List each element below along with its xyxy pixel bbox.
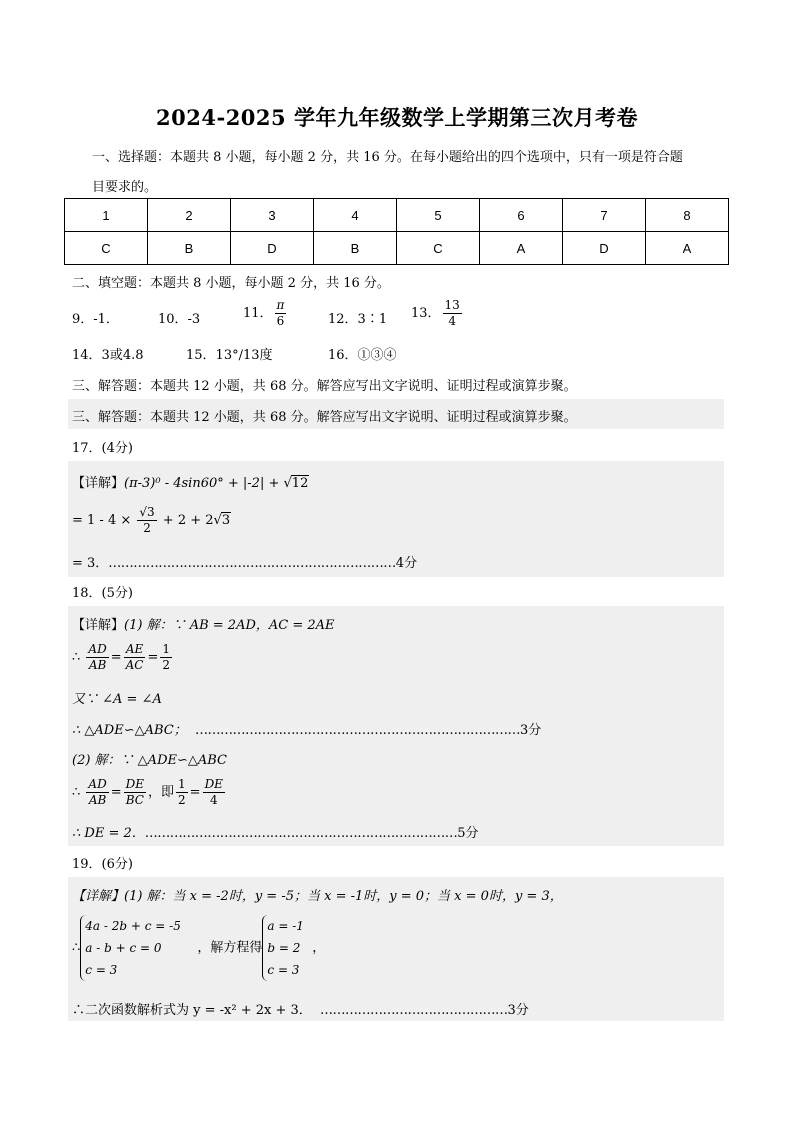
sqrt-sign: √	[283, 476, 292, 491]
numerator: √3	[139, 505, 155, 519]
q17-label: 17．(4分)	[72, 441, 133, 456]
section1-heading-cont: 目要求的。	[92, 180, 158, 195]
section3-heading: 三、解答题：本题共 12 小题，共 68 分。解答应写出文字说明、证明过程或演算步聚。	[72, 379, 577, 394]
table-cell: 1	[65, 199, 148, 232]
answer-table	[64, 198, 729, 265]
numerator: AD	[88, 642, 107, 656]
denominator: 2	[162, 658, 171, 672]
equation: a - b + c = 0	[85, 941, 162, 955]
q18-label: 18．(5分)	[72, 586, 133, 601]
detail-label: 【详解】	[72, 618, 125, 633]
q17-expression	[72, 472, 309, 491]
answer-q15: 15．13°/13度	[186, 348, 273, 363]
page-title: 2024-2025 学年九年级数学上学期第三次月考卷	[156, 105, 638, 130]
leader-dots: ……………………………………………………………………	[195, 723, 520, 738]
q19-system	[72, 915, 325, 981]
q18-similar	[72, 719, 541, 738]
fraction	[86, 777, 108, 808]
fraction	[124, 642, 146, 673]
answer-q11	[243, 298, 288, 329]
q18-ratio: ∴ $\frac{AD}{AB}$ = $\frac{AE}{AC}$ = $\frac{1}{2}$	[72, 642, 171, 672]
q18-angle: 又∵ ∠A = ∠A	[72, 692, 162, 707]
step-text: ，即	[148, 785, 175, 800]
equation-system	[80, 915, 181, 981]
equation: b = 2	[267, 941, 301, 955]
answer-q13	[411, 298, 464, 329]
table-cell: 8	[645, 199, 728, 232]
q19-line1: 【详解】(1) 解：当 x = -2时，y = -5；当 x = -1时，y = 0；当 x = 0时，y = 3，	[72, 889, 563, 904]
answer-q11-label: 11．	[243, 306, 273, 321]
q18-result	[72, 822, 479, 841]
answer-table-numbers-row	[65, 199, 729, 232]
q18-part2: (2) 解：∵ △ADE∽△ABC	[72, 753, 227, 768]
score: 4分	[395, 556, 418, 571]
equation: 4a - 2b + c = -5	[85, 919, 181, 933]
answer-q12: 12．3∶1	[328, 312, 388, 327]
q19-final	[72, 999, 529, 1018]
section3-heading-repeat: 三、解答题：本题共 12 小题，共 68 分。解答应写出文字说明、证明过程或演算步聚。	[72, 410, 577, 425]
q19-label: 19．(6分)	[72, 857, 133, 872]
equation: a = -1	[267, 919, 304, 933]
table-cell: D	[230, 232, 313, 265]
table-cell: 2	[148, 199, 231, 232]
fraction	[443, 298, 462, 329]
answer-q13-label: 13．	[411, 306, 441, 321]
q18-part1	[72, 614, 335, 633]
step-text: ，解方程得	[197, 940, 263, 956]
equation: c = 3	[267, 963, 300, 977]
q18-ratio2: ∴ $\frac{AD}{AB}$ = $\frac{DE}{BC}$ ，即 $\frac{1}{2}$ = $\frac{DE}{4}$	[72, 777, 223, 807]
table-cell: 3	[230, 199, 313, 232]
table-cell: 5	[396, 199, 479, 232]
sqrt-radicand: 12	[291, 476, 309, 491]
step-text: = 3．	[72, 556, 109, 571]
fraction	[176, 777, 188, 808]
score: 3分	[507, 1003, 529, 1018]
table-cell: 4	[313, 199, 396, 232]
sqrt-radicand: 3	[221, 513, 231, 528]
numerator: 1	[162, 642, 171, 656]
leader-dots: ……………………………………………………………	[108, 556, 396, 571]
table-cell: C	[396, 232, 479, 265]
numerator: DE	[125, 777, 144, 791]
table-cell: A	[645, 232, 728, 265]
numerator: DE	[204, 777, 223, 791]
table-cell: 7	[562, 199, 645, 232]
leader-dots: …………………………………………………………………	[144, 826, 458, 841]
fraction	[86, 642, 108, 673]
denominator: AB	[88, 793, 107, 807]
denominator: 2	[143, 521, 151, 535]
equation: c = 3	[85, 963, 118, 977]
table-cell: D	[562, 232, 645, 265]
answer-q9: 9．-1．	[72, 312, 119, 327]
therefore: ∴	[72, 940, 81, 956]
denominator: AC	[125, 658, 144, 672]
therefore: ∴	[72, 785, 85, 800]
fraction	[137, 505, 156, 536]
solution-system	[262, 915, 304, 981]
answer-q10: 10．-3	[158, 312, 201, 327]
answer-table-answers-row	[65, 232, 729, 265]
numerator: AD	[88, 777, 107, 791]
section1-heading: 一、选择题：本题共 8 小题，每小题 2 分，共 16 分。在每小题给出的四个选项中，只有一项是符合题	[92, 150, 683, 165]
table-cell: C	[65, 232, 148, 265]
denominator: 2	[178, 793, 186, 807]
step-text: ∴ △ADE∽△ABC；	[72, 723, 187, 738]
fraction	[160, 642, 172, 673]
score: 5分	[457, 826, 479, 841]
table-cell: 6	[479, 199, 562, 232]
step-text: + 2 + 2	[158, 513, 214, 528]
numerator: 13	[444, 298, 460, 312]
denominator: 6	[276, 314, 285, 328]
fraction	[275, 298, 287, 329]
step-text: ∴ DE = 2．	[72, 826, 145, 841]
numerator: 1	[178, 777, 186, 791]
fraction	[124, 777, 146, 808]
step-text: (1) 解：∵ AB = 2AD，AC = 2AE	[124, 618, 335, 633]
q17-expr: (π-3)⁰ - 4sin60° + |-2| +	[124, 476, 284, 491]
table-cell: A	[479, 232, 562, 265]
denominator: 4	[209, 793, 218, 807]
table-cell: B	[313, 232, 396, 265]
therefore: ∴	[72, 650, 85, 665]
step-text: = 1 - 4 ×	[72, 513, 136, 528]
leader-dots: ………………………………………	[320, 1003, 508, 1018]
table-cell: B	[148, 232, 231, 265]
answer-q14: 14．3或4.8	[72, 348, 144, 363]
denominator: BC	[125, 793, 144, 807]
numerator: AE	[124, 642, 146, 658]
section2-heading: 二、填空题：本题共 8 小题，每小题 2 分，共 16 分。	[72, 276, 390, 291]
step-text: ，	[312, 940, 326, 956]
denominator: AB	[88, 658, 107, 672]
detail-label: 【详解】	[72, 476, 125, 491]
numerator: π	[276, 298, 285, 312]
fraction	[203, 777, 225, 808]
score: 3分	[520, 723, 542, 738]
answer-q16: 16．①③④	[328, 348, 397, 363]
q17-step2	[72, 552, 417, 571]
denominator: 4	[448, 314, 456, 328]
step-text: ∴二次函数解析式为 y = -x² + 2x + 3．	[72, 1003, 312, 1018]
sqrt-sign: √	[213, 513, 222, 528]
q17-step1	[72, 505, 231, 536]
